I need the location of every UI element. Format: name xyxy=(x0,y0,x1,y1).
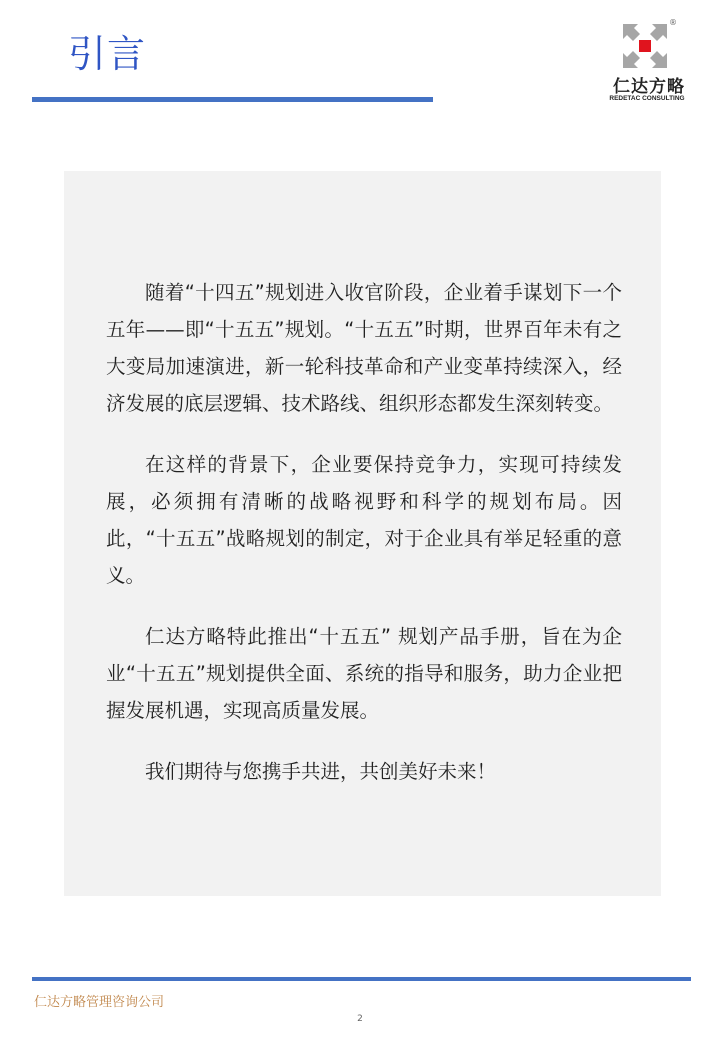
intro-paragraph-4: 我们期待与您携手共进，共创美好未来！ xyxy=(145,760,497,783)
intro-paragraph-3: 仁达方略特此推出“十五五” 规划产品手册，旨在为企业“十五五”规划提供全面、系统的指导和服务，助力企业把握发展机遇，实现高质量发展。 xyxy=(106,625,622,722)
intro-content-box xyxy=(64,171,661,896)
intro-text xyxy=(106,274,622,814)
registered-mark: ® xyxy=(669,18,677,27)
page-number: 2 xyxy=(357,1014,363,1024)
page-title: 引言 xyxy=(68,32,147,76)
redetac-logo-icon xyxy=(621,22,669,70)
title-underline xyxy=(32,97,433,102)
intro-paragraph-2: 在这样的背景下，企业要保持竞争力，实现可持续发展，必须拥有清晰的战略视野和科学的规划布局。因此，“十五五”战略规划的制定，对于企业具有举足轻重的意义。 xyxy=(106,453,622,587)
logo-name-cn: 仁达方略 xyxy=(613,77,685,97)
company-logo xyxy=(597,18,697,108)
intro-paragraph-1: 随着“十四五”规划进入收官阶段，企业着手谋划下一个五年——即“十五五”规划。“十五五”时期，世界百年未有之大变局加速演进，新一轮科技革命和产业变革持续深入，经济发展的底层逻辑、技术路线、组织形态都发生深刻转变。 xyxy=(106,281,622,415)
footer-rule xyxy=(32,977,691,981)
footer-company-name: 仁达方略管理咨询公司 xyxy=(34,995,165,1010)
logo-name-en: REDETAC CONSULTING xyxy=(609,95,685,102)
